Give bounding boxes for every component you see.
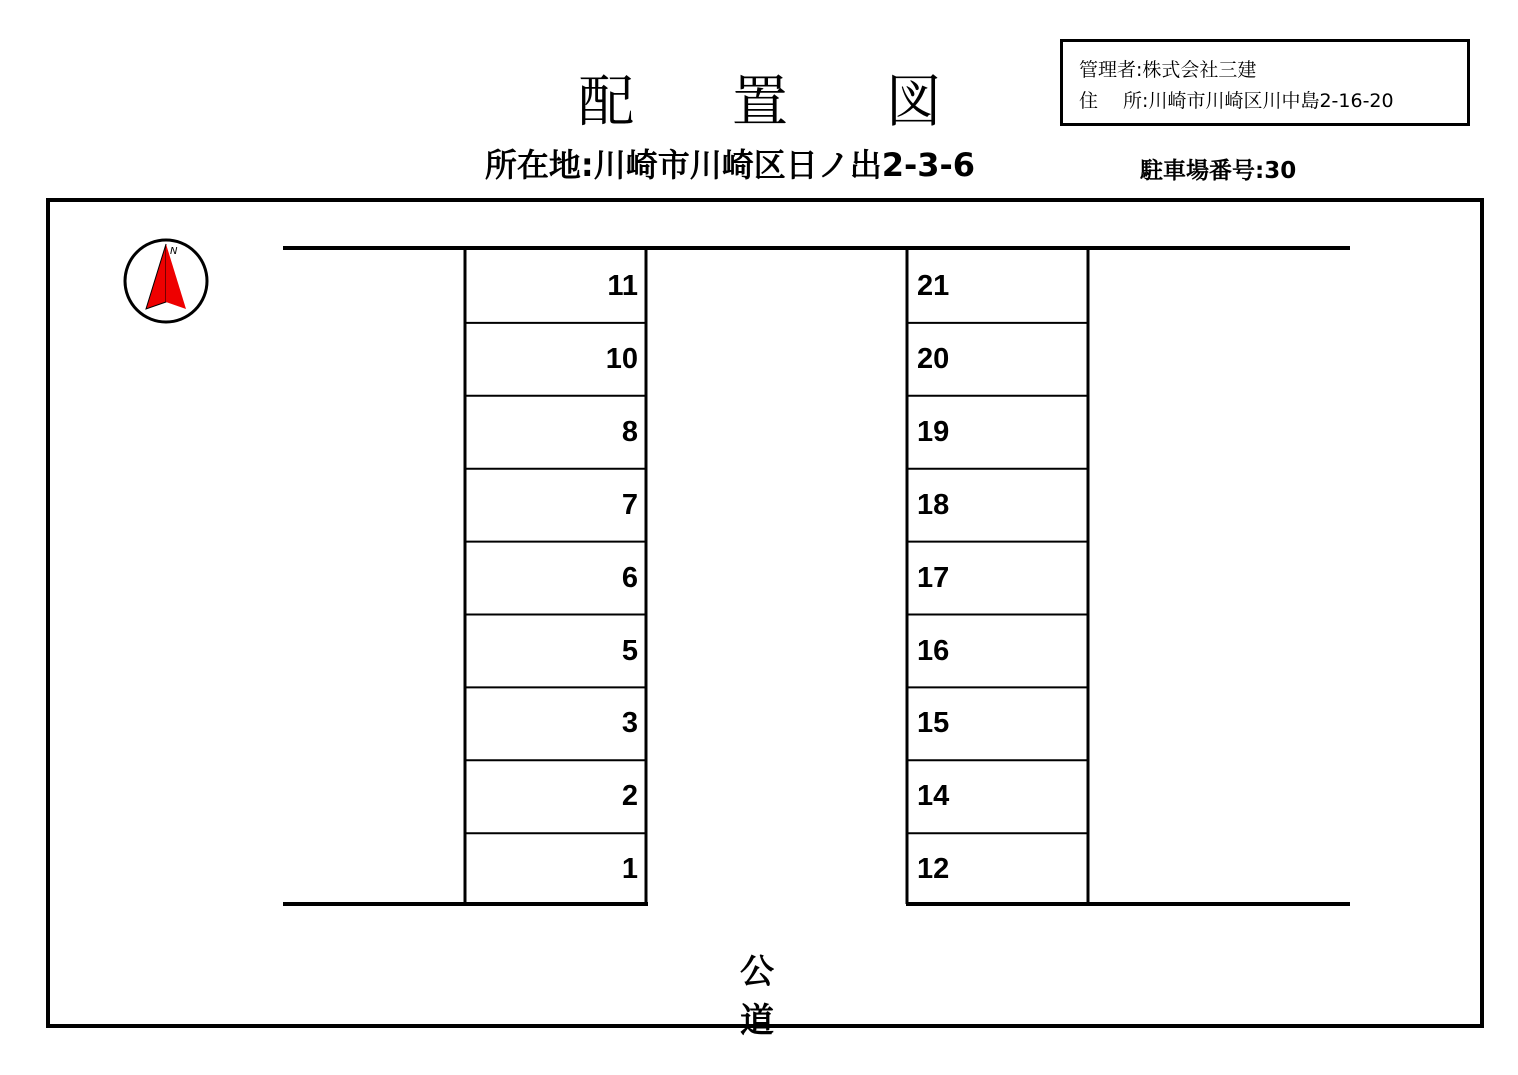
parking-slot-number: 14 (917, 780, 950, 813)
location-address: 所在地:川崎市川崎区日ノ出2-3-6 (484, 146, 976, 184)
parking-slot-number: 18 (917, 488, 950, 521)
parking-slot-number: 10 (605, 342, 638, 375)
parking-slot-number: 5 (621, 634, 638, 667)
parking-slot-number: 16 (917, 634, 950, 667)
parking-slot-number: 20 (917, 342, 950, 375)
parking-slot-number: 11 (607, 270, 638, 302)
parking-slot-number: 12 (917, 853, 950, 886)
parking-slot-number: 21 (917, 270, 950, 302)
parking-slot-number: 3 (621, 707, 638, 740)
page-title: 配 置 図 (578, 70, 982, 135)
north-arrow-icon (120, 238, 212, 326)
parking-slot-number: 1 (621, 853, 638, 886)
parking-slot-number: 8 (621, 415, 638, 448)
parking-slot-number: 7 (621, 488, 638, 521)
parking-slot-number: 6 (621, 561, 638, 594)
parking-slot-number: 17 (917, 561, 950, 594)
parking-slot-number: 19 (917, 415, 950, 448)
parking-number: 駐車場番号:30 (1140, 158, 1297, 184)
manager-name: 管理者:株式会社三建 (1079, 59, 1257, 81)
parking-slot-number: 15 (917, 707, 950, 740)
parking-slot-number: 2 (621, 780, 638, 813)
manager-address: 住 所:川崎市川崎区川中島2-16-20 (1079, 90, 1394, 112)
north-label: N (170, 246, 178, 257)
public-road-label: 公 道 (740, 952, 820, 1041)
